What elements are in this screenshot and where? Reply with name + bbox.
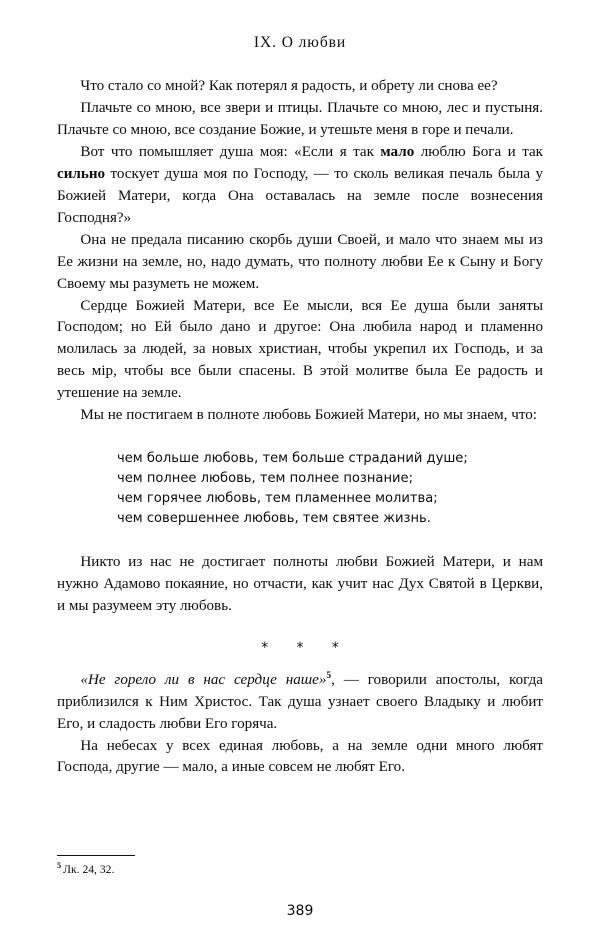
paragraph-8-text: , — говорили апостолы, когда приблизился к Ним Христос. Так душа узнает своего Владыку и любит Его, и сладость любви Его горяча. [57,671,543,732]
footnote-entry [57,862,543,877]
paragraph-7-text: Никто из нас не достигает полноты любви Божией Матери, и нам нужно Адамово покаяние, но отчасти, как учит нас Дух Святой в Церкви, и мы разумеем эту любовь. [57,553,543,614]
footnote-marker: 5 [57,861,62,871]
verse-line-3: чем горячее любовь, тем пламеннее молитва; [117,491,438,507]
paragraph-7 [57,552,543,618]
paragraph-5 [57,296,543,406]
paragraph-3-text-b: люблю Бога и так [414,143,544,160]
paragraph-4 [57,230,543,296]
paragraph-2 [57,98,543,142]
verse-block [57,427,543,533]
verse-line-4: чем совершеннее любовь, тем святее жизнь. [117,510,431,526]
footnote-reference-5[interactable]: 5 [326,670,332,681]
footnote-separator-rule [57,855,135,856]
paragraph-3-text-a: Вот что помышляет душа моя: «Если я так [80,143,381,160]
paragraph-3 [57,142,543,230]
page-content [57,0,543,779]
paragraph-5-text: Сердце Божией Матери, все Ее мысли, вся Ее душа были заняты Господом; но Ей было дано и другое: Она любила народ и пламенно молилась за людей, за новых христиан, чтобы укрепил их Господь, и за весь мiр, чтобы все были спасены. В этой молитве была Ее радость и утешение на земле. [57,297,543,402]
paragraph-1-text: Что стало со мной? Как потерял я радость, и обрету ли снова ее? [80,78,498,94]
page-number: 389 [286,903,314,919]
section-separator: * * * [261,639,351,656]
body-text [57,76,543,779]
paragraph-6-text: Мы не постигаем в полноте любовь Божией Матери, но мы знаем, что: [80,407,537,424]
footnote-area [57,855,543,877]
paragraph-3-text-c: тоскует душа моя по Господу, — то сколь великая печаль была у Божией Матери, когда Она оставалась на земле после вознесения Господня?» [57,165,543,226]
verse-line-2: чем полнее любовь, тем полнее познание; [117,471,413,487]
paragraph-8 [57,670,543,736]
paragraph-2-text: Плачьте со мною, все звери и птицы. Плачьте со мною, лес и пустыня. Плачьте со мною, все создание Божие, и утешьте меня в горе и печали. [57,99,543,138]
footnote-text: Лк. 24, 32. [63,863,115,876]
scripture-quote: «Не горело ли в нас сердце наше» [80,671,327,688]
verse-line-1: чем больше любовь, тем больше страданий душе; [117,451,468,467]
emphasis-malo: мало [380,143,415,160]
emphasis-silno: сильно [57,165,106,182]
paragraph-6 [57,405,543,427]
paragraph-9-text: На небесах у всех единая любовь, а на земле одни много любят Господа, другие — мало, а иные совсем не любят Его. [57,737,543,776]
paragraph-4-text: Она не предала писанию скорбь души Своей, и мало что знаем мы из Ее жизни на земле, но, надо думать, что полноту любви Ее к Сыну и Богу Своему мы разуметь не можем. [57,231,543,292]
paragraph-9 [57,736,543,780]
chapter-heading: IX. О любви [253,34,347,51]
paragraph-1 [57,76,543,98]
